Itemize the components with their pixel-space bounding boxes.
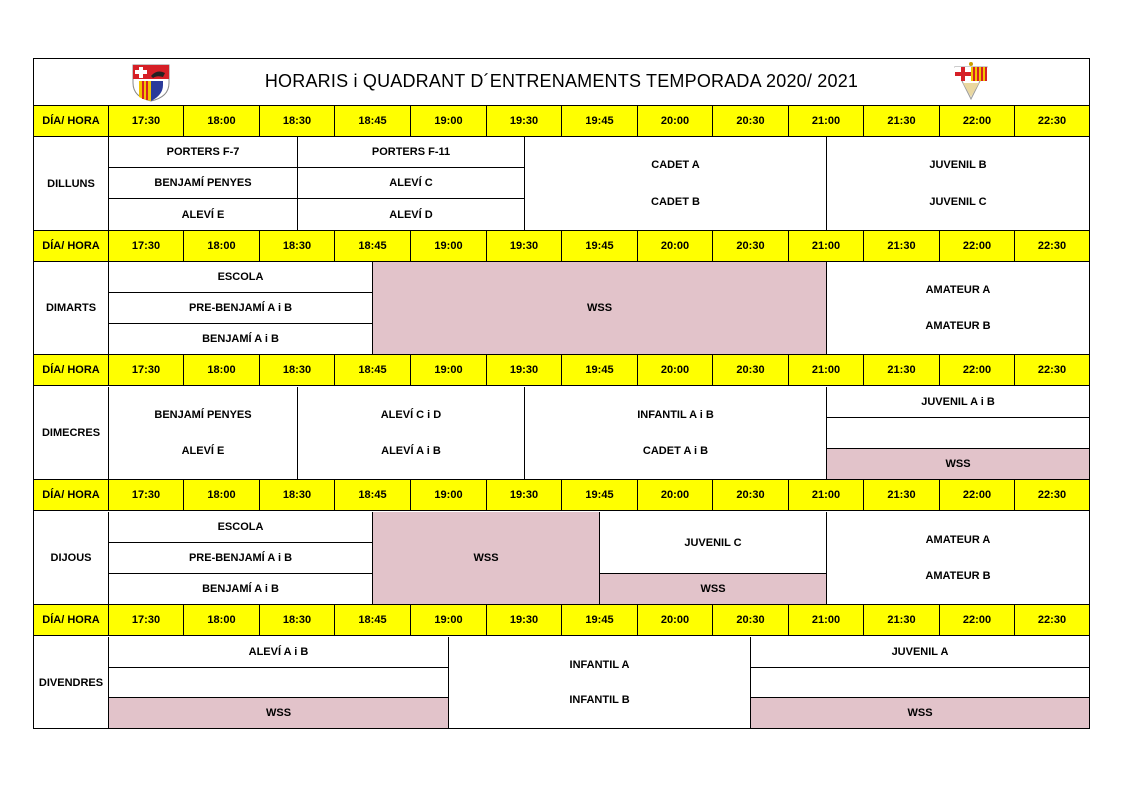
slot-wednesday-d2 — [827, 418, 1089, 449]
time-slot-header: 21:00 — [789, 355, 864, 386]
slot-monday-c — [525, 137, 827, 231]
time-slot-header: 20:30 — [713, 106, 789, 137]
time-slot-header: 19:00 — [411, 355, 487, 386]
time-slot-header: 21:30 — [864, 106, 940, 137]
time-slot-header: 21:00 — [789, 106, 864, 137]
time-header-row — [34, 480, 1089, 511]
slot-wednesday-d1: JUVENIL A i B — [827, 387, 1089, 418]
time-slot-header: 22:00 — [940, 605, 1015, 636]
slot-wednesday-b — [298, 387, 525, 480]
time-slot-header: 19:00 — [411, 480, 487, 511]
time-slot-header: 20:30 — [713, 231, 789, 262]
header-day-hour-label: DÍA/ HORA — [34, 605, 109, 636]
time-slot-header: 19:30 — [487, 480, 562, 511]
time-slot-header: 19:00 — [411, 106, 487, 137]
time-slot-header: 17:30 — [109, 355, 184, 386]
time-slot-header: 21:30 — [864, 355, 940, 386]
time-slot-header: 18:00 — [184, 605, 260, 636]
slot-friday-a2 — [109, 668, 449, 698]
header-day-hour-label: DÍA/ HORA — [34, 106, 109, 137]
time-header-row — [34, 355, 1089, 386]
time-slot-header: 22:30 — [1015, 231, 1089, 262]
time-slot-header: 18:30 — [260, 106, 335, 137]
slot-thursday-d — [827, 512, 1089, 605]
slot-friday-a1: ALEVÍ A i B — [109, 637, 449, 668]
slot-friday-b1: INFANTIL A — [569, 658, 630, 671]
slot-thursday-wss1: WSS — [373, 512, 600, 605]
time-slot-header: 20:00 — [638, 480, 713, 511]
time-slot-header: 19:45 — [562, 480, 638, 511]
day-label-friday: DIVENDRES — [34, 637, 109, 728]
time-slot-header: 18:00 — [184, 355, 260, 386]
time-slot-header: 18:30 — [260, 605, 335, 636]
day-label-monday: DILLUNS — [34, 137, 109, 231]
time-slot-header: 17:30 — [109, 480, 184, 511]
time-slot-header: 21:00 — [789, 231, 864, 262]
time-slot-header: 22:30 — [1015, 355, 1089, 386]
slot-wednesday-wss: WSS — [827, 449, 1089, 480]
time-header-row — [34, 605, 1089, 636]
time-slot-header: 19:30 — [487, 355, 562, 386]
time-slot-header: 21:30 — [864, 605, 940, 636]
time-slot-header: 20:00 — [638, 231, 713, 262]
time-slot-header: 22:30 — [1015, 106, 1089, 137]
time-slot-header: 20:30 — [713, 480, 789, 511]
header-day-hour-label: DÍA/ HORA — [34, 355, 109, 386]
slot-tuesday-d — [827, 262, 1089, 355]
slot-wednesday-c1: INFANTIL A i B — [637, 409, 714, 421]
time-slot-header: 19:00 — [411, 231, 487, 262]
title-row — [34, 59, 1089, 106]
time-slot-header: 18:45 — [335, 231, 411, 262]
time-slot-header: 18:30 — [260, 231, 335, 262]
day-label-wednesday: DIMECRES — [34, 387, 109, 480]
slot-monday-c2: CADET B — [651, 195, 700, 208]
time-slot-header: 18:45 — [335, 605, 411, 636]
time-slot-header: 22:00 — [940, 231, 1015, 262]
time-slot-header: 22:00 — [940, 106, 1015, 137]
slot-tuesday-d2: AMATEUR B — [925, 320, 991, 332]
time-slot-header: 19:45 — [562, 106, 638, 137]
slot-wednesday-b2: ALEVÍ A i B — [381, 445, 441, 457]
time-header-row — [34, 106, 1089, 137]
time-slot-header: 17:30 — [109, 231, 184, 262]
slot-thursday-a2: PRE-BENJAMÍ A i B — [109, 543, 373, 574]
slot-wednesday-a2: ALEVÍ E — [181, 445, 225, 457]
time-slot-header: 21:00 — [789, 605, 864, 636]
time-slot-header: 20:00 — [638, 605, 713, 636]
slot-tuesday-wss: WSS — [373, 262, 827, 355]
time-slot-header: 20:30 — [713, 355, 789, 386]
time-slot-header: 19:30 — [487, 605, 562, 636]
time-slot-header: 20:30 — [713, 605, 789, 636]
slot-thursday-d1: AMATEUR A — [925, 534, 991, 546]
slot-monday-b3: ALEVÍ D — [298, 199, 525, 231]
slot-friday-b2: INFANTIL B — [569, 694, 630, 707]
slot-friday-c1: JUVENIL A — [751, 637, 1089, 668]
time-slot-header: 18:00 — [184, 480, 260, 511]
slot-tuesday-a1: ESCOLA — [109, 262, 373, 293]
time-slot-header: 22:30 — [1015, 605, 1089, 636]
slot-monday-d2: JUVENIL C — [929, 195, 987, 208]
slot-friday-c2 — [751, 668, 1089, 698]
time-slot-header: 19:45 — [562, 231, 638, 262]
time-slot-header: 20:00 — [638, 106, 713, 137]
time-slot-header: 18:00 — [184, 106, 260, 137]
slot-monday-d1: JUVENIL B — [929, 159, 987, 172]
time-slot-header: 19:30 — [487, 231, 562, 262]
slot-wednesday-b1: ALEVÍ C i D — [380, 409, 442, 421]
slot-wednesday-c2: CADET A i B — [642, 445, 709, 457]
slot-thursday-c1: JUVENIL C — [600, 512, 827, 574]
slot-wednesday-a1: BENJAMÍ PENYES — [154, 409, 252, 421]
slot-tuesday-a3: BENJAMÍ A i B — [109, 324, 373, 355]
slot-monday-a3: ALEVÍ E — [109, 199, 298, 231]
time-slot-header: 18:45 — [335, 106, 411, 137]
time-slot-header: 19:45 — [562, 605, 638, 636]
time-slot-header: 21:30 — [864, 231, 940, 262]
slot-thursday-a3: BENJAMÍ A i B — [109, 574, 373, 605]
time-slot-header: 18:30 — [260, 480, 335, 511]
slot-thursday-wss2: WSS — [600, 574, 827, 605]
time-slot-header: 21:30 — [864, 480, 940, 511]
day-label-tuesday: DIMARTS — [34, 262, 109, 355]
slot-wednesday-c — [525, 387, 827, 480]
slot-friday-wss2: WSS — [751, 698, 1089, 728]
time-slot-header: 22:00 — [940, 480, 1015, 511]
slot-thursday-d2: AMATEUR B — [925, 570, 991, 582]
header-day-hour-label: DÍA/ HORA — [34, 231, 109, 262]
slot-monday-d — [827, 137, 1089, 231]
time-slot-header: 17:30 — [109, 106, 184, 137]
header-day-hour-label: DÍA/ HORA — [34, 480, 109, 511]
day-label-thursday: DIJOUS — [34, 512, 109, 605]
slot-thursday-a1: ESCOLA — [109, 512, 373, 543]
slot-monday-b1: PORTERS F-11 — [298, 137, 525, 168]
time-slot-header: 21:00 — [789, 480, 864, 511]
town-shield-logo — [951, 61, 991, 103]
slot-wednesday-a — [109, 387, 298, 480]
time-slot-header: 19:00 — [411, 605, 487, 636]
time-slot-header: 22:30 — [1015, 480, 1089, 511]
slot-monday-a1: PORTERS F-7 — [109, 137, 298, 168]
time-slot-header: 19:30 — [487, 106, 562, 137]
slot-friday-b — [449, 637, 751, 728]
time-slot-header: 20:00 — [638, 355, 713, 386]
time-slot-header: 19:45 — [562, 355, 638, 386]
slot-tuesday-a2: PRE-BENJAMÍ A i B — [109, 293, 373, 324]
slot-tuesday-d1: AMATEUR A — [925, 284, 991, 296]
time-header-row — [34, 231, 1089, 262]
time-slot-header: 18:45 — [335, 355, 411, 386]
time-slot-header: 17:30 — [109, 605, 184, 636]
slot-friday-wss1: WSS — [109, 698, 449, 728]
slot-monday-b2: ALEVÍ C — [298, 168, 525, 199]
page-title: HORARIS i QUADRANT D´ENTRENAMENTS TEMPORADA 2020/ 2021 — [264, 71, 859, 91]
time-slot-header: 18:00 — [184, 231, 260, 262]
slot-monday-a2: BENJAMÍ PENYES — [109, 168, 298, 199]
time-slot-header: 22:00 — [940, 355, 1015, 386]
time-slot-header: 18:30 — [260, 355, 335, 386]
schedule-sheet — [33, 58, 1090, 729]
slot-monday-c1: CADET A — [651, 159, 700, 172]
time-slot-header: 18:45 — [335, 480, 411, 511]
